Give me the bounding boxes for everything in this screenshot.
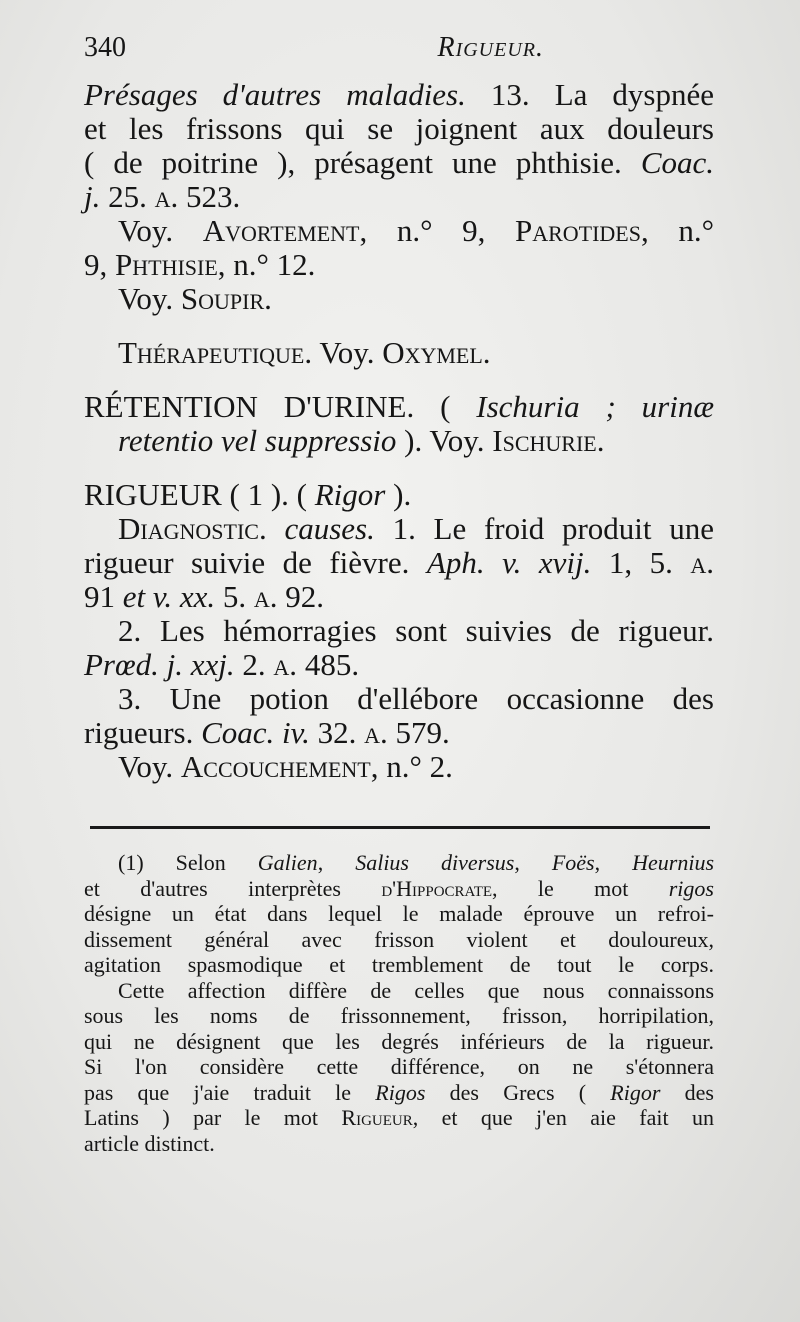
text-run: ( de poitrine ), présagent une phthisie. <box>84 145 641 180</box>
text-run: Coac. <box>640 145 714 180</box>
text-run: a. <box>154 179 179 214</box>
text-run: Thérapeutique <box>118 335 305 370</box>
paragraph-gap <box>84 316 714 336</box>
text-run: , <box>594 850 633 875</box>
footnote-line <box>84 952 714 978</box>
text-run: 3. Une potion d'ellébore occasionne des <box>118 681 714 716</box>
text-run: Rigor <box>610 1079 661 1105</box>
text-run: Cette affection diffère de celles que nous connaissons <box>118 977 714 1003</box>
text-run: . <box>258 511 285 546</box>
main-text <box>84 78 714 784</box>
text-run: , et que j'en aie fait un <box>412 1105 714 1130</box>
text-line <box>84 336 714 370</box>
text-run: RÉTENTION D'URINE. ( <box>84 389 477 424</box>
text-run: j. <box>84 179 101 214</box>
text-run: et d'autres interprètes <box>84 875 382 901</box>
text-run: Si l'on considère cette différence, on ne s'étonnera <box>84 1054 714 1079</box>
footnote-line <box>84 978 714 1004</box>
text-run: a. <box>364 715 388 750</box>
text-line <box>84 78 714 112</box>
text-run: Salius diversus <box>355 850 515 875</box>
footnote-line <box>84 1054 714 1080</box>
text-run: d'Hippocrate <box>381 875 493 901</box>
text-line <box>84 112 714 146</box>
footnote-line <box>84 876 714 902</box>
page-number: 340 <box>84 32 126 63</box>
footnote-line <box>84 1029 714 1055</box>
text-run: retentio vel suppressio <box>118 423 397 458</box>
text-run: Rigor <box>314 477 386 512</box>
text-line <box>84 716 714 750</box>
text-run: , n.° 12. <box>217 247 316 282</box>
text-run: Présages d'autres maladies. <box>84 77 466 112</box>
text-run: . Voy. <box>304 335 383 370</box>
text-run: Diagnostic <box>118 511 259 546</box>
text-run: Voy. <box>118 213 203 248</box>
text-run: Heurnius <box>632 850 715 875</box>
text-run: Oxymel. <box>382 335 491 370</box>
text-run: Aph. v. xvij. <box>426 545 592 580</box>
text-run: 25. <box>100 179 155 214</box>
text-line <box>84 750 714 784</box>
text-run: ). Voy. <box>396 423 493 458</box>
text-run: Galien <box>257 850 318 875</box>
footnote-line <box>84 927 714 953</box>
text-line <box>84 214 714 248</box>
text-run: des Grecs ( <box>425 1079 611 1105</box>
footnote <box>84 850 714 1156</box>
text-run: Prœd. j. xxj. <box>84 647 235 682</box>
footnote-line <box>84 1003 714 1029</box>
text-run: Accouchement <box>180 749 371 784</box>
text-run: et v. xx. <box>122 579 216 614</box>
text-line <box>84 282 714 316</box>
text-run: dissement général avec frisson violent et douloureux, <box>84 926 714 952</box>
text-run: 9, <box>84 247 115 282</box>
footnote-line <box>84 850 714 876</box>
text-run: 579. <box>387 715 450 750</box>
text-run: RIGUEUR ( 1 ). ( <box>84 477 315 512</box>
text-line <box>84 424 714 458</box>
text-run: Parotides <box>514 213 641 248</box>
text-run: Latins ) par le mot <box>84 1105 342 1130</box>
text-run: 32. <box>309 715 365 750</box>
text-run: désigne un état dans lequel le malade éprouve un refroi- <box>84 901 714 926</box>
text-run: , <box>317 850 356 875</box>
page-header <box>84 32 544 64</box>
text-run: a. <box>253 579 278 614</box>
text-run: ). <box>385 477 412 512</box>
text-run: Ischuria ; urinæ <box>476 389 714 424</box>
text-run: 1, 5. <box>591 545 691 580</box>
text-run: (1) Selon <box>118 850 258 875</box>
text-run: Ischurie. <box>492 423 605 458</box>
text-line <box>84 614 714 648</box>
text-run: qui ne désignent que les degrés inférieurs de la rigueur. <box>84 1028 714 1054</box>
text-run: 2. Les hémorragies sont suivies de rigueur. <box>118 613 714 648</box>
text-run: , <box>514 850 552 875</box>
text-run: 523. <box>178 179 241 214</box>
text-run: pas que j'aie traduit le <box>84 1079 376 1105</box>
text-run: 13. La dyspnée <box>465 77 714 112</box>
text-run: Rigueur <box>341 1105 413 1130</box>
text-line <box>84 682 714 716</box>
text-run: 5. <box>215 579 254 614</box>
text-run: Voy. <box>118 749 181 784</box>
text-run: Coac. iv. <box>201 715 310 750</box>
text-run: et les frissons qui se joignent aux douleurs <box>84 111 714 146</box>
text-line <box>84 648 714 682</box>
footnote-line <box>84 1105 714 1131</box>
text-run: 2. <box>234 647 274 682</box>
text-run: Voy. <box>118 281 181 316</box>
text-run: 91 <box>84 579 123 614</box>
text-line <box>84 478 714 512</box>
text-run: , n.° 9, <box>359 213 515 248</box>
running-title: Rigueur. <box>437 32 544 63</box>
footnote-line <box>84 1131 714 1157</box>
paragraph-gap <box>84 370 714 390</box>
text-run: 485. <box>297 647 360 682</box>
text-line <box>84 512 714 546</box>
text-line <box>84 546 714 580</box>
text-run: agitation spasmodique et tremblement de tout le corps. <box>84 952 714 977</box>
text-run: , le mot <box>492 875 669 901</box>
text-run: a. <box>690 545 715 580</box>
text-run: Soupir. <box>180 281 272 316</box>
footnote-line <box>84 1080 714 1106</box>
paragraph-gap <box>84 458 714 478</box>
text-line <box>84 248 714 282</box>
text-run: Phthisie <box>115 247 218 282</box>
text-run: 1. Le froid produit une <box>374 511 715 546</box>
text-line <box>84 146 714 180</box>
text-line <box>84 180 714 214</box>
text-run: , n.° <box>640 213 714 248</box>
text-run: , n.° 2. <box>370 749 453 784</box>
text-run: rigos <box>668 875 714 901</box>
text-run: rigueur suivie de fièvre. <box>84 545 427 580</box>
text-run: des <box>660 1079 714 1105</box>
text-line <box>84 580 714 614</box>
footnote-rule <box>90 826 710 829</box>
text-run: Avortement <box>202 213 360 248</box>
footnote-line <box>84 901 714 927</box>
text-run: 92. <box>277 579 324 614</box>
text-run: rigueurs. <box>84 715 202 750</box>
text-run: a. <box>273 647 298 682</box>
text-run: causes. <box>284 511 375 546</box>
text-run: Rigos <box>375 1079 426 1105</box>
text-run: sous les noms de frissonnement, frisson, horripilation, <box>84 1003 714 1028</box>
text-run: article distinct. <box>84 1130 215 1156</box>
text-line <box>84 390 714 424</box>
text-run: Foës <box>551 850 595 875</box>
